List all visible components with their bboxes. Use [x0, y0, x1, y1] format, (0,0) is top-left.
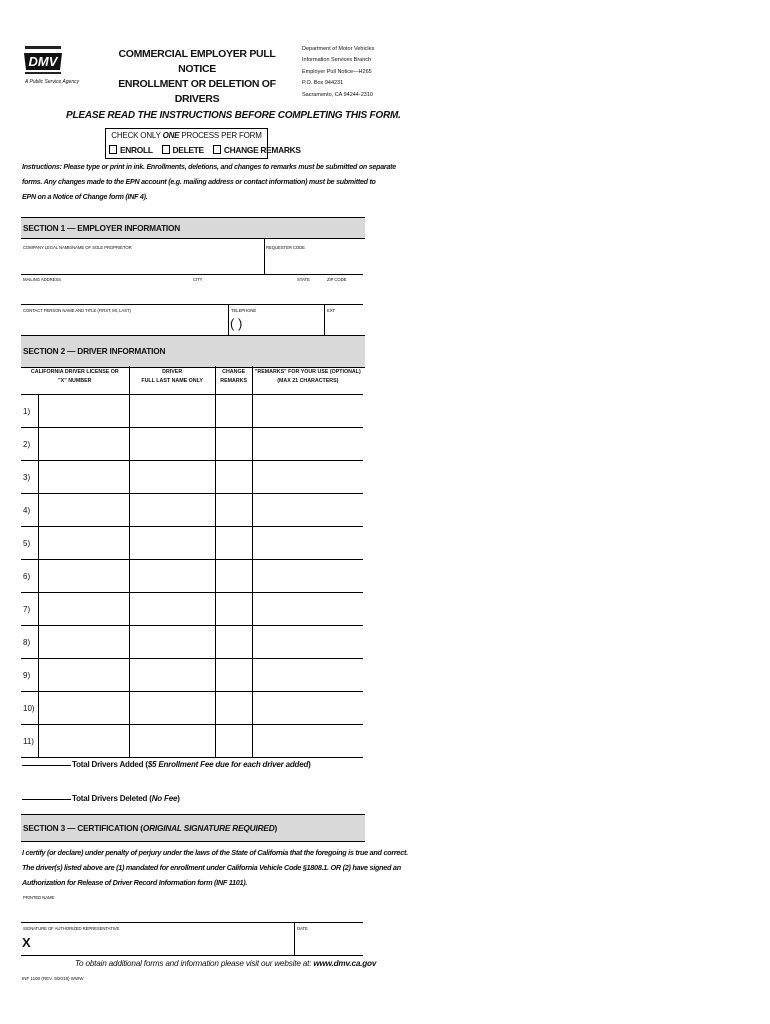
address-line: Employer Pull Notice—H265	[302, 68, 372, 75]
certification-line: The driver(s) listed above are (1) mandated for enrollment under California Vehicle Code §1808.1. OR (2) have signed an	[22, 863, 401, 872]
remarks-cell[interactable]	[252, 626, 363, 659]
company-name-label: COMPANY LEGAL NAME/NAME OF SOLE PROPRIETOR	[23, 245, 132, 250]
change-remarks-cell[interactable]	[215, 692, 252, 725]
ext-field[interactable]	[325, 314, 363, 334]
row-number: 6)	[21, 560, 39, 593]
total-drivers-added	[22, 760, 311, 769]
change-remarks-cell[interactable]	[215, 527, 252, 560]
divider	[228, 305, 229, 335]
divider	[21, 274, 363, 275]
contact-person-label: CONTACT PERSON NAME AND TITLE (FIRST, MI, LAST)	[23, 308, 131, 313]
address-line: Sacramento, CA 94244-2310	[302, 91, 373, 98]
driver-name-cell[interactable]	[129, 527, 215, 560]
mailing-address-block	[302, 44, 374, 101]
table-row	[21, 527, 363, 560]
license-cell[interactable]	[39, 395, 130, 428]
city-label: CITY	[193, 277, 203, 282]
telephone-field[interactable]: ( )	[230, 316, 243, 331]
license-cell[interactable]	[39, 593, 130, 626]
license-cell[interactable]	[39, 560, 130, 593]
table-row	[21, 560, 363, 593]
driver-name-cell[interactable]	[129, 395, 215, 428]
address-line: Department of Motor Vehicles	[302, 46, 375, 52]
license-cell[interactable]	[39, 626, 130, 659]
signature-label: SIGNATURE OF AUTHORIZED REPRESENTATIVE	[23, 926, 120, 931]
col-remarks	[252, 366, 363, 395]
remarks-cell[interactable]	[252, 461, 363, 494]
remarks-cell[interactable]	[252, 527, 363, 560]
address-line: Information Services Branch	[302, 57, 372, 64]
driver-name-cell[interactable]	[129, 461, 215, 494]
row-number: 4)	[21, 494, 39, 527]
section3-title-emph: ORIGINAL SIGNATURE REQUIRED	[142, 823, 275, 833]
driver-name-cell[interactable]	[129, 725, 215, 758]
total-added-input[interactable]	[22, 765, 71, 766]
table-row	[21, 593, 363, 626]
process-title-prefix: CHECK ONLY	[111, 131, 163, 140]
change-remarks-checkbox[interactable]	[213, 145, 221, 154]
remarks-cell[interactable]	[252, 428, 363, 461]
total-added-close: )	[308, 760, 311, 769]
section3-title-prefix: SECTION 3 — CERTIFICATION (	[23, 823, 143, 833]
total-deleted-fee: No Fee	[151, 794, 178, 803]
license-cell[interactable]	[39, 428, 130, 461]
form-title-line1: COMMERCIAL EMPLOYER PULL NOTICE	[118, 48, 276, 75]
remarks-cell[interactable]	[252, 494, 363, 527]
certification-statement	[22, 845, 408, 890]
divider	[21, 955, 363, 956]
form-title-line2: ENROLLMENT OR DELETION OF DRIVERS	[118, 78, 276, 105]
total-added-label: Total Drivers Added (	[72, 760, 148, 769]
delete-label: DELETE	[172, 145, 204, 155]
remarks-cell[interactable]	[252, 692, 363, 725]
instructions-line: Instructions: Please type or print in ink. Enrollments, deletions, and changes to remarks must be submitted on separate	[22, 163, 396, 171]
signature-field[interactable]	[21, 932, 293, 954]
zip-code-label: ZIP CODE	[327, 277, 347, 282]
section3-title-suffix: )	[274, 823, 278, 833]
row-number: 9)	[21, 659, 39, 692]
col-driver-line1: DRIVER	[162, 369, 183, 375]
table-row	[21, 692, 363, 725]
table-row	[21, 461, 363, 494]
col-driver-line2: FULL LAST NAME ONLY	[141, 378, 203, 384]
row-number: 2)	[21, 428, 39, 461]
driver-table	[21, 366, 363, 758]
printed-name-field[interactable]	[21, 901, 363, 921]
license-cell[interactable]	[39, 725, 130, 758]
change-remarks-cell[interactable]	[215, 428, 252, 461]
remarks-cell[interactable]	[252, 395, 363, 428]
section2-header: SECTION 2 — DRIVER INFORMATION	[21, 335, 365, 368]
row-number: 7)	[21, 593, 39, 626]
driver-name-cell[interactable]	[129, 626, 215, 659]
footer-website-note	[75, 959, 376, 968]
section1-header: SECTION 1 — EMPLOYER INFORMATION	[21, 217, 365, 239]
driver-name-cell[interactable]	[129, 560, 215, 593]
driver-table-header	[21, 366, 363, 395]
total-drivers-deleted	[22, 794, 180, 803]
certification-line: Authorization for Release of Driver Record Information form (INF 1101).	[22, 878, 248, 887]
address-line: P.O. Box 944231	[302, 80, 344, 87]
change-remarks-cell[interactable]	[215, 659, 252, 692]
change-remarks-cell[interactable]	[215, 626, 252, 659]
col-driver-name	[129, 366, 215, 395]
row-number: 10)	[21, 692, 39, 725]
change-remarks-cell[interactable]	[215, 593, 252, 626]
process-title	[106, 131, 267, 140]
license-cell[interactable]	[39, 659, 130, 692]
license-cell[interactable]	[39, 461, 130, 494]
footer-text: To obtain additional forms and information please visit our website at:	[75, 959, 314, 968]
remarks-cell[interactable]	[252, 593, 363, 626]
section3-header	[21, 814, 365, 842]
col-change-line1: CHANGE	[222, 369, 246, 375]
contact-person-field[interactable]	[21, 314, 228, 334]
total-deleted-input[interactable]	[22, 799, 71, 800]
company-name-field[interactable]	[21, 244, 264, 273]
mailing-address-field[interactable]	[21, 284, 363, 304]
certification-line: I certify (or declare) under penalty of perjury under the laws of the State of California that the foregoing is true and correct.	[22, 848, 408, 857]
delete-checkbox[interactable]	[162, 145, 170, 154]
instructions	[22, 160, 396, 205]
table-row	[21, 395, 363, 428]
total-added-fee: $5 Enrollment Fee due for each driver added	[147, 760, 309, 769]
date-label: DATE	[297, 926, 308, 931]
row-number: 11)	[21, 725, 39, 758]
read-instructions-notice: PLEASE READ THE INSTRUCTIONS BEFORE COMPLETING THIS FORM.	[66, 110, 401, 121]
change-remarks-cell[interactable]	[215, 560, 252, 593]
table-row	[21, 626, 363, 659]
instructions-line: forms. Any changes made to the EPN account (e.g. mailing address or contact information) must be submitted to	[22, 178, 376, 186]
col-change-remarks	[215, 366, 252, 395]
requester-code-field[interactable]	[265, 244, 363, 273]
row-number: 8)	[21, 626, 39, 659]
enroll-checkbox[interactable]	[109, 145, 117, 154]
divider	[21, 922, 363, 923]
row-number: 5)	[21, 527, 39, 560]
signature-mark: X	[22, 935, 31, 950]
process-options	[109, 145, 301, 155]
driver-name-cell[interactable]	[129, 593, 215, 626]
process-title-suffix: PROCESS PER FORM	[179, 131, 262, 140]
table-row	[21, 494, 363, 527]
col-change-line2: REMARKS	[220, 378, 248, 384]
driver-name-cell[interactable]	[129, 659, 215, 692]
driver-name-cell[interactable]	[129, 494, 215, 527]
process-selection-box	[105, 128, 301, 159]
form-title	[112, 47, 282, 107]
license-cell[interactable]	[39, 527, 130, 560]
dmv-website-link[interactable]: www.dmv.ca.gov	[313, 959, 377, 968]
process-title-emph: ONE	[162, 131, 180, 140]
col-license	[21, 366, 129, 395]
svg-text:DMV: DMV	[28, 54, 58, 69]
change-remarks-label: CHANGE REMARKS	[223, 145, 301, 155]
remarks-cell[interactable]	[252, 659, 363, 692]
table-row	[21, 725, 363, 758]
instructions-line: EPN on a Notice of Change form (INF 4).	[22, 193, 148, 201]
remarks-cell[interactable]	[252, 725, 363, 758]
telephone-label: TELEPHONE	[231, 308, 257, 313]
change-remarks-cell[interactable]	[215, 494, 252, 527]
license-cell[interactable]	[39, 494, 130, 527]
form-id: INF 1100 (REV. 9/2018) WWW	[22, 976, 84, 981]
requester-code-label: REQUESTER CODE	[266, 245, 305, 250]
col-license-line2: "X" NUMBER	[58, 378, 92, 384]
col-remarks-line2: (MAX 21 CHARACTERS)	[277, 378, 339, 384]
change-remarks-cell[interactable]	[215, 725, 252, 758]
dmv-logo-icon	[22, 44, 64, 76]
date-field[interactable]	[295, 932, 363, 954]
dmv-logo	[22, 44, 64, 76]
change-remarks-cell[interactable]	[215, 395, 252, 428]
divider	[21, 304, 363, 305]
driver-name-cell[interactable]	[129, 692, 215, 725]
table-row	[21, 428, 363, 461]
row-number: 3)	[21, 461, 39, 494]
table-row	[21, 659, 363, 692]
printed-name-label: PRINTED NAME	[23, 895, 55, 900]
mailing-address-label: MAILING ADDRESS	[23, 277, 61, 282]
logo-tagline: A Public Service Agency	[25, 79, 80, 85]
col-license-line1: CALIFORNIA DRIVER LICENSE OR	[30, 369, 119, 375]
total-deleted-close: )	[177, 794, 180, 803]
total-deleted-label: Total Drivers Deleted (	[72, 794, 152, 803]
state-label: STATE	[297, 277, 310, 282]
license-cell[interactable]	[39, 692, 130, 725]
col-remarks-line1: "REMARKS" FOR YOUR USE (OPTIONAL)	[254, 369, 361, 375]
ext-label: EXT	[327, 308, 336, 313]
enroll-label: ENROLL	[120, 145, 153, 155]
change-remarks-cell[interactable]	[215, 461, 252, 494]
remarks-cell[interactable]	[252, 560, 363, 593]
row-number: 1)	[21, 395, 39, 428]
driver-name-cell[interactable]	[129, 428, 215, 461]
